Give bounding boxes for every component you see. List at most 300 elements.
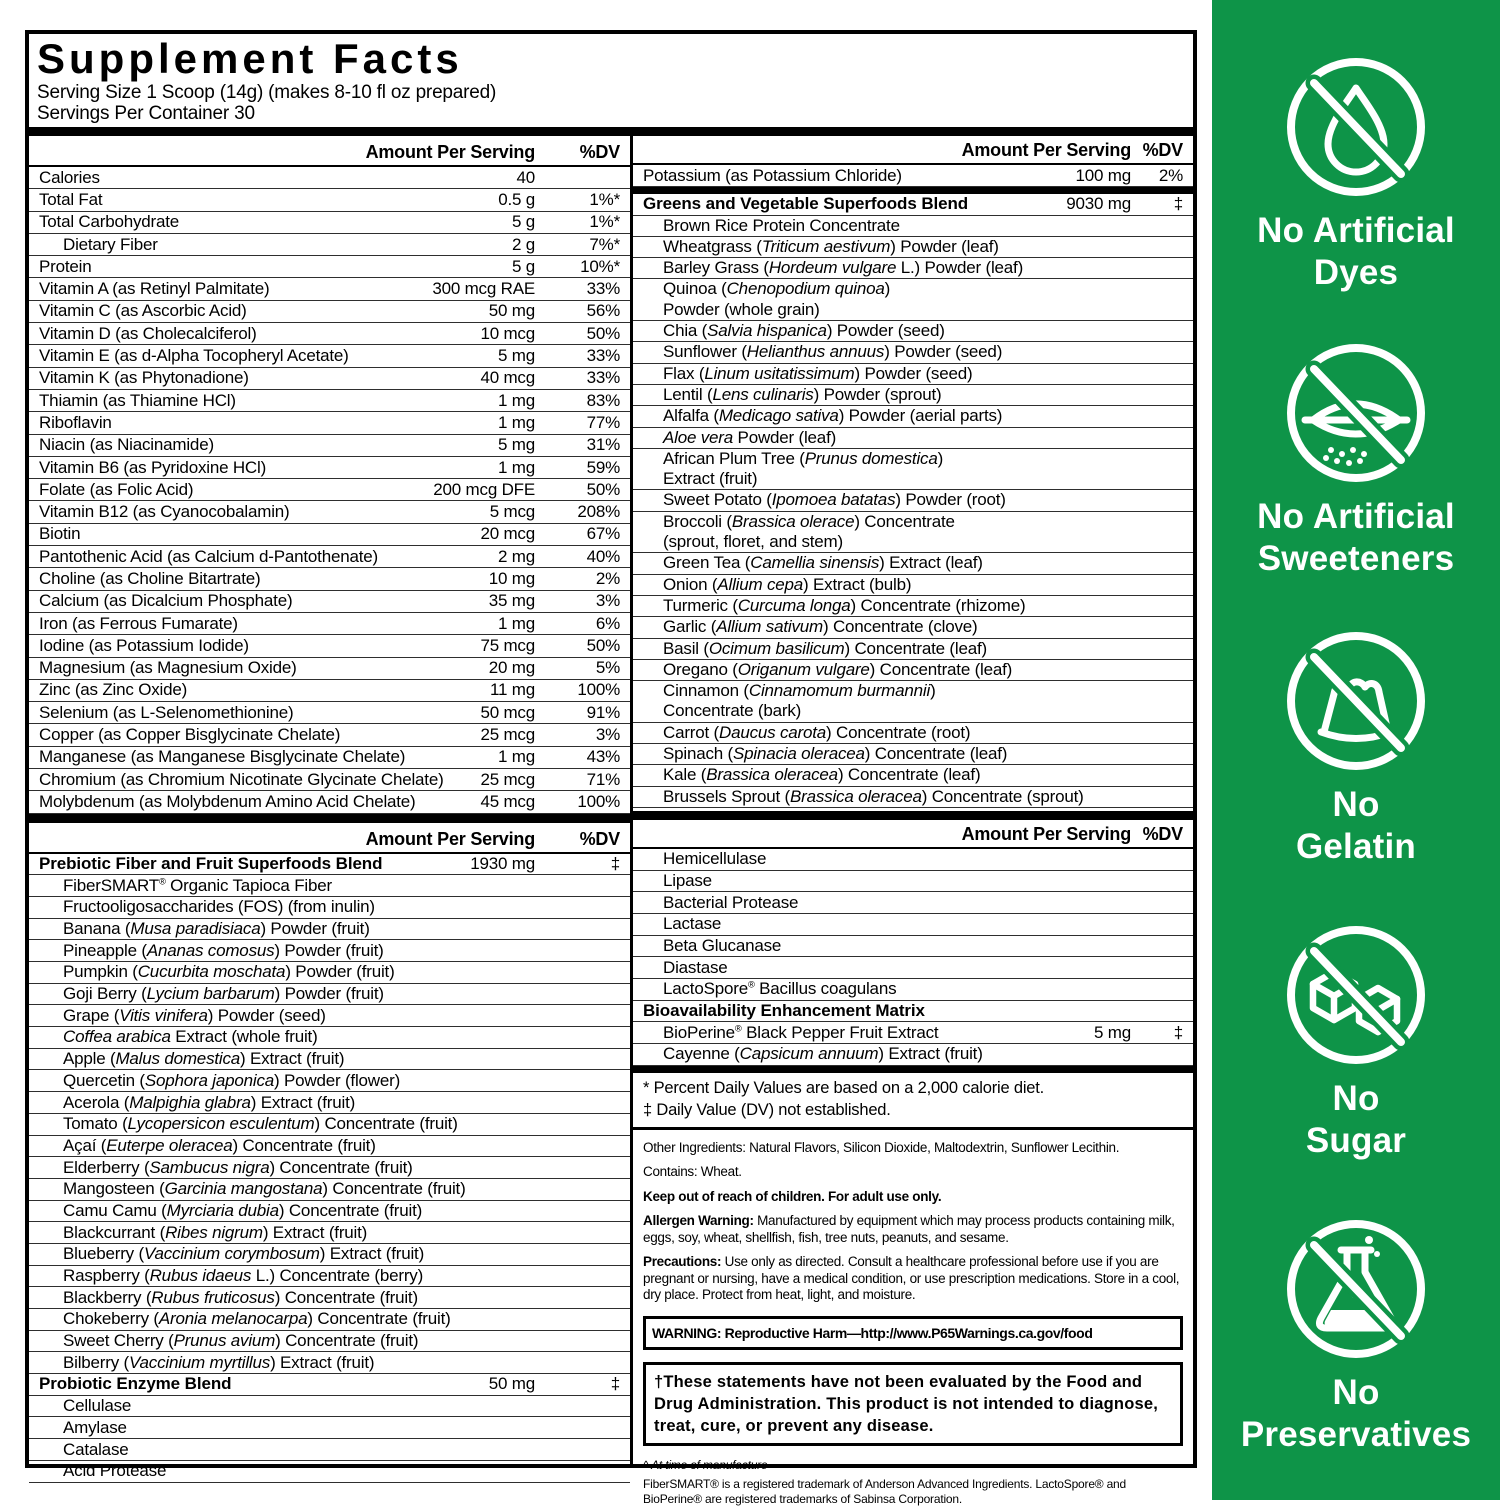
ingredient-amount: 25 mcg (480, 725, 535, 745)
enzyme-matrix-table (633, 849, 1193, 1066)
trademark-note: FiberSMART® is a registered trademark of Anderson Advanced Ingredients. LactoSpore® and BioPerine® are registered trademarks of Sabinsa Corporation. (643, 1476, 1126, 1506)
ingredient-amount: 50 mg (488, 301, 535, 321)
ingredient-dv: ‡ (610, 1374, 620, 1394)
ingredient-name: Brown Rice Protein Concentrate (663, 215, 900, 235)
table-row (29, 1287, 630, 1309)
ingredient-name: Vitamin D (as Cholecalciferol) (39, 323, 257, 343)
ingredient-name: BioPerine® Black Pepper Fruit Extract (663, 1022, 939, 1042)
amount-header: Amount Per Serving (961, 823, 1131, 844)
ingredient-name: Molybdenum (as Molybdenum Amino Acid Chelate) (39, 791, 416, 811)
divider-bar (29, 814, 630, 823)
ingredient-name: Diastase (663, 957, 728, 977)
table-row (29, 658, 630, 680)
ingredient-dv: 5% (595, 658, 620, 678)
table-row (29, 1374, 630, 1396)
ingredient-name: Iodine (as Potassium Iodide) (39, 635, 249, 655)
table-row (29, 940, 630, 962)
table-row (633, 892, 1193, 914)
table-row (29, 323, 630, 345)
table-row (29, 390, 630, 412)
table-row (29, 769, 630, 791)
table-row (29, 1049, 630, 1071)
nutrients-table (29, 167, 630, 814)
ingredient-amount: 40 (516, 167, 535, 187)
ingredient-name: Riboflavin (39, 412, 112, 432)
ingredient-amount: 5 mg (1094, 1022, 1131, 1042)
table-row (29, 1114, 630, 1136)
table-row (633, 216, 1193, 237)
dv-header: %DV (579, 828, 620, 849)
ingredient-name: Beta Glucanase (663, 936, 782, 955)
panel-header (29, 34, 1193, 124)
table-row (29, 897, 630, 919)
ingredient-amount: 300 mcg RAE (432, 279, 535, 299)
table-row (29, 546, 630, 568)
ingredient-dv: ‡ (610, 853, 620, 873)
ingredient-name: Sweet Cherry (Prunus avium) Concentrate (fruit) (63, 1331, 419, 1351)
ingredient-name: Thiamin (as Thiamine HCl) (39, 390, 236, 410)
ingredient-name: Vitamin A (as Retinyl Palmitate) (39, 279, 270, 299)
ingredient-dv: 83% (586, 390, 620, 410)
ingredient-name: Lipase (663, 870, 712, 890)
table-row (29, 613, 630, 635)
ingredient-name: Camu Camu (Myrciaria dubia) Concentrate (fruit) (63, 1200, 423, 1220)
ingredient-amount: 5 mg (498, 435, 535, 455)
ingredient-name: Chromium (as Chromium Nicotinate Glycinate Chelate) (39, 769, 444, 789)
table-row (633, 639, 1193, 660)
table-row (633, 258, 1193, 279)
ingredient-dv: 100% (577, 791, 620, 811)
ingredient-name: Choline (as Choline Bitartrate) (39, 568, 261, 588)
no-gelatin-icon (1281, 626, 1431, 776)
amount-header: Amount Per Serving (365, 828, 535, 849)
ingredient-dv: 7%* (589, 234, 620, 254)
no-artificial-sweeteners-icon (1281, 338, 1431, 488)
table-row (29, 479, 630, 501)
table-row (29, 167, 630, 189)
badge-label (1212, 784, 1500, 868)
table-row (633, 1001, 1193, 1023)
column-header (29, 823, 630, 854)
table-row (29, 1157, 630, 1179)
ingredient-name: Hemicellulase (663, 849, 767, 869)
badge-label-line2: Preservatives (1240, 1415, 1472, 1454)
column-header (29, 136, 630, 167)
table-row (29, 301, 630, 323)
ingredient-dv: 2% (595, 568, 620, 588)
allergen-warning (643, 1213, 1183, 1246)
ingredient-name: Total Fat (39, 189, 103, 209)
allergen-warning-text: Manufactured by equipment which may process products containing milk, eggs, soy, wheat, shellfish, fish, tree nuts, peanuts, and sesame. (643, 1213, 1175, 1245)
ingredient-amount: 75 mcg (480, 635, 535, 655)
other-ingredients: Other Ingredients: Natural Flavors, Silicon Dioxide, Maltodextrin, Sunflower Lecithin. (643, 1139, 1120, 1155)
table-row (29, 1461, 630, 1483)
ingredient-dv: 1%* (589, 189, 620, 209)
ingredient-name: Barley Grass (Hordeum vulgare L.) Powder (leaf) (663, 258, 1024, 278)
table-row (29, 412, 630, 434)
ingredient-name: Green Tea (Camellia sinensis) Extract (leaf) (663, 553, 983, 573)
table-row (29, 1309, 630, 1331)
table-row (29, 345, 630, 367)
ingredient-dv: 50% (586, 479, 620, 499)
ingredient-name: Cinnamon (Cinnamomum burmannii) Concentrate (bark) (663, 681, 936, 721)
ingredient-name: Acid Protease (63, 1461, 167, 1481)
table-row (29, 702, 630, 724)
ingredient-name: Basil (Ocimum basilicum) Concentrate (leaf) (663, 638, 987, 658)
ingredient-dv: 91% (586, 702, 620, 722)
ingredient-amount: 1 mg (498, 390, 535, 410)
ingredient-name: Flax (Linum usitatissimum) Powder (seed) (663, 363, 973, 383)
badge-label-line1: No Artificial (1257, 211, 1455, 250)
table-row (29, 368, 630, 390)
ingredient-amount: 40 mcg (480, 368, 535, 388)
ingredient-dv: 208% (577, 502, 620, 522)
ingredient-name: Prebiotic Fiber and Fruit Superfoods Blend (39, 853, 383, 873)
table-row (29, 212, 630, 234)
table-row (633, 279, 1193, 321)
ingredient-name: Oregano (Origanum vulgare) Concentrate (leaf) (663, 659, 1013, 679)
ingredient-dv: 33% (586, 279, 620, 299)
ingredient-dv: 59% (586, 457, 620, 477)
table-row (633, 660, 1193, 681)
table-row (633, 1022, 1193, 1044)
ingredient-amount: 10 mcg (480, 323, 535, 343)
table-row (29, 919, 630, 941)
divider-bar (29, 127, 1193, 136)
ingredient-amount: 20 mcg (480, 524, 535, 544)
greens-blend-table (633, 194, 1193, 808)
table-row (633, 787, 1193, 808)
table-row (29, 568, 630, 590)
ingredient-amount: 10 mg (488, 568, 535, 588)
table-row (29, 591, 630, 613)
divider-bar (633, 1066, 1193, 1073)
ingredient-amount: 100 mg (1075, 165, 1131, 185)
table-row (29, 189, 630, 211)
ingredient-name: Calcium (as Dicalcium Phosphate) (39, 591, 293, 611)
divider-bar (633, 187, 1193, 194)
table-row (633, 617, 1193, 638)
table-row (29, 724, 630, 746)
table-row (29, 234, 630, 256)
table-row (29, 1222, 630, 1244)
ingredient-amount: 5 mcg (489, 502, 535, 522)
amount-header: Amount Per Serving (365, 142, 535, 162)
badge-label-line2: Gelatin (1295, 827, 1417, 866)
ingredient-name: Protein (39, 256, 92, 276)
ingredient-name: Alfalfa (Medicago sativa) Powder (aerial parts) (663, 406, 1003, 426)
ingredient-name: Vitamin B6 (as Pyridoxine HCl) (39, 457, 267, 477)
ingredient-dv: 10%* (580, 256, 620, 276)
badge-label-line1: No (1332, 785, 1380, 824)
ingredient-amount: 2 g (511, 234, 535, 254)
badge-no-artificial-sweeteners (1212, 338, 1500, 580)
badge-label (1212, 1078, 1500, 1162)
table-row (633, 449, 1193, 491)
dv-header: %DV (1142, 140, 1183, 160)
supplement-facts-panel (25, 30, 1197, 1506)
ingredient-name: Wheatgrass (Triticum aestivum) Powder (leaf) (663, 236, 999, 256)
ingredient-dv: 33% (586, 368, 620, 388)
table-row (633, 512, 1193, 554)
ingredient-name: Probiotic Enzyme Blend (39, 1374, 232, 1394)
ingredient-name: Quercetin (Sophora japonica) Powder (flower) (63, 1070, 401, 1090)
ingredient-amount: 50 mcg (480, 702, 535, 722)
ingredient-name: Coffea arabica Extract (whole fruit) (63, 1027, 318, 1047)
ingredient-name: Sweet Potato (Ipomoea batatas) Powder (root) (663, 490, 1006, 510)
divider-bar (633, 811, 1193, 820)
badge-label (1212, 1372, 1500, 1456)
ingredient-name: Sunflower (Helianthus annuus) Powder (seed) (663, 342, 1003, 362)
ingredient-dv: 31% (586, 435, 620, 455)
ingredient-name: Banana (Musa paradisiaca) Powder (fruit) (63, 919, 370, 939)
ingredient-dv: ‡ (1173, 1022, 1183, 1042)
table-row (29, 256, 630, 278)
ingredient-amount: 1 mg (498, 747, 535, 767)
allergen-warning-label: Allergen Warning: (643, 1213, 754, 1229)
ingredient-dv: 50% (586, 323, 620, 343)
ingredient-name: Potassium (as Potassium Chloride) (643, 165, 902, 185)
ingredient-name: Niacin (as Niacinamide) (39, 435, 214, 455)
ingredient-name: Goji Berry (Lycium barbarum) Powder (fruit) (63, 984, 384, 1004)
ingredient-amount: 1 mg (498, 457, 535, 477)
ingredient-name: Catalase (63, 1439, 129, 1459)
ingredient-name: Chokeberry (Aronia melanocarpa) Concentrate (fruit) (63, 1309, 451, 1329)
badge-label-line1: No Artificial (1257, 497, 1455, 536)
badge-no-artificial-dyes (1212, 52, 1500, 294)
table-row (29, 1266, 630, 1288)
ingredient-dv: 3% (595, 725, 620, 745)
ingredient-dv: 77% (586, 412, 620, 432)
precautions-label: Precautions: (643, 1254, 722, 1270)
table-row (633, 936, 1193, 958)
ingredient-name: Turmeric (Curcuma longa) Concentrate (rhizome) (663, 595, 1026, 615)
table-row (29, 1439, 630, 1461)
facts-column-left (29, 136, 633, 1481)
table-row (633, 321, 1193, 342)
ingredient-name: Carrot (Daucus carota) Concentrate (root) (663, 722, 971, 742)
ingredient-name: Biotin (39, 524, 81, 544)
table-row (633, 957, 1193, 979)
ingredient-name: Copper (as Copper Bisglycinate Chelate) (39, 725, 341, 745)
ingredient-name: Vitamin C (as Ascorbic Acid) (39, 301, 247, 321)
ingredient-dv: 1%* (589, 212, 620, 232)
claims-sidebar (1212, 0, 1500, 1500)
ingredient-name: Fructooligosaccharides (FOS) (from inulin) (63, 897, 375, 917)
ingredient-dv: 43% (586, 747, 620, 767)
ingredient-amount: 50 mg (488, 1374, 535, 1394)
no-preservatives-icon (1281, 1214, 1431, 1364)
manufacture-note: ^ At time of manufacture (643, 1457, 768, 1472)
badge-no-gelatin (1212, 626, 1500, 868)
ingredient-name: Broccoli (Brassica olerace) Concentrate (sprout, floret, and stem) (663, 511, 955, 552)
ingredient-amount: 35 mg (488, 591, 535, 611)
table-row (633, 681, 1193, 723)
table-row (29, 1005, 630, 1027)
ingredient-name: Total Carbohydrate (39, 212, 180, 232)
table-row (29, 1136, 630, 1158)
ingredient-amount: 20 mg (488, 658, 535, 678)
fda-disclaimer-box: †These statements have not been evaluated by the Food and Drug Administration. This product is not intended to diagnose, treat, cure, or prevent any disease. (643, 1362, 1183, 1446)
table-row (633, 849, 1193, 871)
table-row (633, 364, 1193, 385)
ingredient-name: Cayenne (Capsicum annuum) Extract (fruit) (663, 1044, 983, 1064)
ingredient-amount: 2 mg (498, 546, 535, 566)
ingredient-name: Manganese (as Manganese Bisglycinate Chelate) (39, 747, 406, 767)
ingredient-name: Zinc (as Zinc Oxide) (39, 680, 188, 700)
ingredient-dv: 40% (586, 546, 620, 566)
ingredient-name: Pantothenic Acid (as Calcium d-Pantothenate) (39, 546, 378, 566)
table-row (29, 1417, 630, 1439)
table-row (633, 342, 1193, 363)
ingredient-name: Raspberry (Rubus idaeus L.) Concentrate (berry) (63, 1266, 424, 1286)
serving-size: Serving Size 1 Scoop (14g) (makes 8-10 fl oz prepared) (37, 82, 497, 103)
ingredient-dv: 67% (586, 524, 620, 544)
prop65-warning-box: WARNING: Reproductive Harm—http://www.P65Warnings.ca.gov/food (643, 1316, 1183, 1350)
ingredient-name: Bioavailability Enhancement Matrix (643, 1001, 925, 1021)
ingredient-name: Spinach (Spinacia oleracea) Concentrate (leaf) (663, 744, 1008, 764)
ingredient-name: Bacterial Protease (663, 892, 799, 912)
table-row (633, 596, 1193, 617)
table-row (29, 875, 630, 897)
ingredient-name: Blackberry (Rubus fruticosus) Concentrate (fruit) (63, 1287, 418, 1307)
ingredient-amount: 5 g (511, 212, 535, 232)
servings-per-container: Servings Per Container 30 (37, 103, 255, 124)
ingredient-name: Amylase (63, 1417, 127, 1437)
table-row (29, 635, 630, 657)
table-row (29, 1179, 630, 1201)
ingredient-name: Apple (Malus domestica) Extract (fruit) (63, 1049, 345, 1069)
table-row (29, 501, 630, 523)
table-row (29, 1092, 630, 1114)
table-row (633, 744, 1193, 765)
table-row (633, 237, 1193, 258)
ingredient-name: Aloe vera Powder (leaf) (663, 427, 837, 447)
ingredient-name: Onion (Allium cepa) Extract (bulb) (663, 574, 912, 594)
footnote-percent-dv: * Percent Daily Values are based on a 2,000 calorie diet. (643, 1078, 1045, 1097)
ingredient-name: Mangosteen (Garcinia mangostana) Concentrate (fruit) (63, 1179, 466, 1199)
badge-no-sugar (1212, 920, 1500, 1162)
badge-label (1212, 496, 1500, 580)
table-row (633, 553, 1193, 574)
ingredient-amount: 11 mg (490, 680, 535, 700)
table-row (633, 385, 1193, 406)
ingredient-name: Quinoa (Chenopodium quinoa) Powder (whole grain) (663, 279, 891, 319)
table-row (633, 871, 1193, 893)
ingredient-amount: 5 g (511, 256, 535, 276)
ingredient-dv: 33% (586, 346, 620, 366)
table-row (29, 1070, 630, 1092)
ingredient-amount: 45 mcg (480, 791, 535, 811)
ingredient-name: Lactase (663, 914, 722, 934)
ingredient-name: Dietary Fiber (63, 234, 158, 254)
precautions (643, 1254, 1183, 1304)
no-artificial-dyes-icon (1281, 52, 1431, 202)
keep-out-warning: Keep out of reach of children. For adult use only. (643, 1188, 942, 1204)
badge-no-preservatives (1212, 1214, 1500, 1456)
table-row (29, 1396, 630, 1418)
ingredient-dv: 100% (577, 680, 620, 700)
table-row (29, 1027, 630, 1049)
footnote-dv-not-established: ‡ Daily Value (DV) not established. (643, 1100, 891, 1119)
contains-statement: Contains: Wheat. (643, 1164, 742, 1180)
ingredient-name: Folate (as Folic Acid) (39, 479, 194, 499)
facts-columns (29, 136, 1193, 1506)
prebiotic-blend-table (29, 854, 630, 1483)
table-row (29, 1352, 630, 1374)
table-row (633, 575, 1193, 596)
ingredient-name: Calories (39, 167, 100, 187)
badge-label-line2: Sugar (1305, 1121, 1407, 1160)
ingredient-dv: 6% (595, 613, 620, 633)
ingredient-name: Blueberry (Vaccinium corymbosum) Extract (fruit) (63, 1244, 425, 1264)
table-row (633, 765, 1193, 786)
table-row (29, 791, 630, 813)
ingredient-name: Grape (Vitis vinifera) Powder (seed) (63, 1005, 326, 1025)
ingredient-name: Kale (Brassica oleracea) Concentrate (leaf) (663, 765, 981, 785)
ingredient-amount: 200 mcg DFE (433, 479, 535, 499)
table-row (29, 278, 630, 300)
badge-label-line2: Dyes (1313, 253, 1399, 292)
ingredient-name: Chia (Salvia hispanica) Powder (seed) (663, 321, 945, 341)
footnotes (633, 1073, 1193, 1130)
table-row (633, 428, 1193, 449)
badge-label-line1: No (1332, 1079, 1380, 1118)
table-row (633, 1044, 1193, 1066)
ingredient-name: LactoSpore® Bacillus coagulans (663, 979, 897, 999)
ingredient-name: Lentil (Lens culinaris) Powder (sprout) (663, 384, 942, 404)
ingredient-name: Selenium (as L-Selenomethionine) (39, 702, 294, 722)
table-row (633, 914, 1193, 936)
ingredient-name: Vitamin B12 (as Cyanocobalamin) (39, 502, 290, 522)
ingredient-name: Pineapple (Ananas comosus) Powder (fruit) (63, 940, 384, 960)
ingredient-name: Elderberry (Sambucus nigra) Concentrate (fruit) (63, 1157, 413, 1177)
table-row (29, 1201, 630, 1223)
facts-column-right (633, 136, 1193, 1506)
badge-label (1212, 210, 1500, 294)
badge-label-line1: No (1332, 1373, 1380, 1412)
table-row (633, 979, 1193, 1001)
table-row (633, 165, 1193, 187)
no-sugar-icon (1281, 920, 1431, 1070)
ingredient-name: Açaí (Euterpe oleracea) Concentrate (fruit) (63, 1135, 376, 1155)
table-row (29, 962, 630, 984)
ingredient-amount: 1 mg (498, 613, 535, 633)
ingredient-name: Greens and Vegetable Superfoods Blend (643, 194, 969, 214)
ingredient-name: Brussels Sprout (Brassica oleracea) Concentrate (sprout) (663, 786, 1084, 806)
table-row (29, 984, 630, 1006)
table-row (633, 194, 1193, 215)
column-header (633, 136, 1193, 165)
ingredient-name: Magnesium (as Magnesium Oxide) (39, 658, 297, 678)
dv-header: %DV (579, 142, 620, 162)
table-row (29, 1244, 630, 1266)
ingredient-amount: 1930 mg (470, 853, 535, 873)
table-row (633, 490, 1193, 511)
ingredient-amount: 0.5 g (498, 189, 535, 209)
ingredient-name: Acerola (Malpighia glabra) Extract (fruit) (63, 1092, 356, 1112)
ingredient-amount: 9030 mg (1066, 194, 1131, 214)
table-row (29, 1331, 630, 1353)
table-row (29, 680, 630, 702)
table-row (29, 524, 630, 546)
info-section (633, 1130, 1193, 1511)
ingredient-name: African Plum Tree (Prunus domestica) Extract (fruit) (663, 448, 944, 489)
ingredient-name: Vitamin E (as d-Alpha Tocopheryl Acetate) (39, 346, 349, 366)
ingredient-name: Cellulase (63, 1396, 132, 1416)
ingredient-dv: ‡ (1173, 194, 1183, 214)
dv-header: %DV (1142, 823, 1183, 844)
